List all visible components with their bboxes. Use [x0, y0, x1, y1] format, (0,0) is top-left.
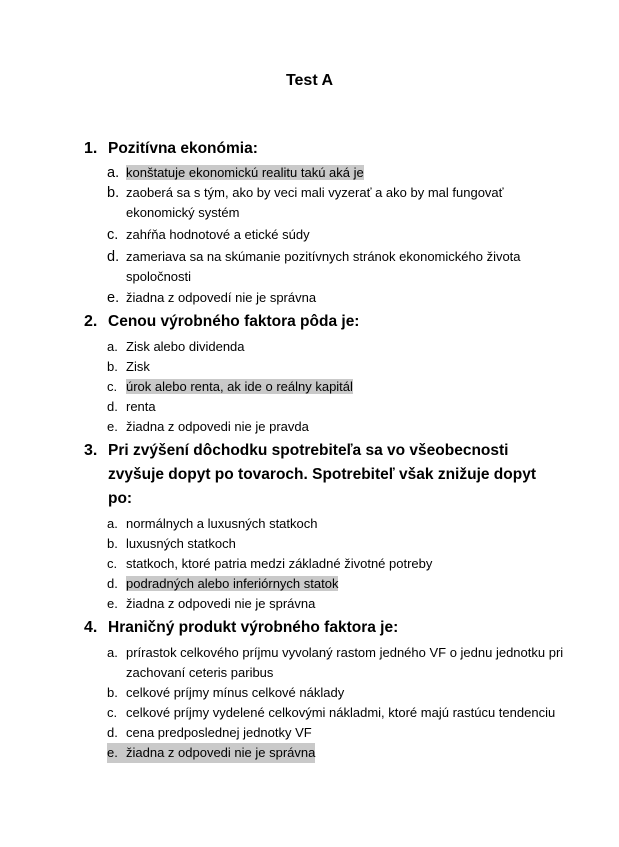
option-text-highlighted: žiadna z odpovedi nie je správna — [126, 745, 316, 760]
option-letter: d. — [107, 725, 118, 740]
option-letter: e. — [107, 290, 120, 306]
answer-option — [0, 417, 619, 437]
question-number: 4. — [84, 619, 98, 636]
question-text: Hraničný produkt výrobného faktora je: — [108, 619, 399, 636]
answer-option — [0, 594, 619, 614]
option-text: cena predposlednej jednotky VF — [126, 725, 312, 740]
answer-option — [0, 288, 619, 308]
option-text: Zisk alebo dividenda — [126, 339, 245, 354]
question-number: 1. — [84, 140, 98, 157]
question-1 — [0, 137, 619, 308]
question-4 — [0, 616, 619, 763]
option-letter: d. — [107, 576, 118, 591]
answer-option — [0, 163, 619, 183]
question-header — [0, 439, 619, 511]
answer-option — [0, 397, 619, 417]
answer-options — [0, 514, 619, 614]
option-letter: a. — [107, 516, 118, 531]
answer-option — [0, 723, 619, 743]
option-letter: c. — [107, 556, 118, 571]
answer-option — [0, 377, 619, 397]
option-text-highlighted: konštatuje ekonomickú realitu takú aká je — [126, 165, 364, 180]
option-text: normálnych a luxusných statkoch — [126, 516, 318, 531]
option-letter: c. — [107, 227, 119, 243]
option-letter: b. — [107, 185, 120, 201]
option-letter: c. — [107, 705, 118, 720]
document-title: Test A — [285, 72, 334, 89]
option-text: luxusných statkoch — [126, 536, 236, 551]
question-text: Pozitívna ekonómia: — [108, 140, 258, 157]
question-text: Pri zvýšení dôchodku spotrebiteľa sa vo všeobecnosti zvyšuje dopyt po tovaroch. Spotrebiteľ však znižuje dopyt po: — [108, 442, 536, 507]
option-letter: e. — [107, 596, 118, 611]
option-text: zahŕňa hodnotové a etické súdy — [126, 227, 310, 242]
option-letter: a. — [107, 645, 118, 660]
answer-option — [0, 703, 619, 723]
option-letter: e. — [107, 419, 118, 434]
option-letter: b. — [107, 685, 118, 700]
option-text: celkové príjmy mínus celkové náklady — [126, 685, 345, 700]
option-letter: e. — [107, 745, 118, 760]
option-letter: a. — [107, 339, 118, 354]
answer-option — [0, 683, 619, 703]
option-highlight — [107, 743, 315, 763]
answer-option — [0, 357, 619, 377]
answer-option — [0, 743, 619, 763]
answer-option — [0, 247, 619, 287]
option-text: renta — [126, 399, 156, 414]
question-2 — [0, 310, 619, 437]
answer-options — [0, 643, 619, 763]
option-letter: b. — [107, 536, 118, 551]
question-number: 3. — [84, 442, 98, 459]
option-text: Zisk — [126, 359, 150, 374]
option-text-highlighted: úrok alebo renta, ak ide o reálny kapitál — [126, 379, 353, 394]
option-text-highlighted: podradných alebo inferiórnych statok — [126, 576, 339, 591]
option-text: prírastok celkového príjmu vyvolaný rastom jedného VF o jednu jednotku pri zachovaní ceteris paribus — [126, 645, 564, 680]
option-letter: a. — [107, 165, 120, 181]
answer-option — [0, 225, 619, 245]
answer-option — [0, 574, 619, 594]
option-text: celkové príjmy vydelené celkovými nákladmi, ktoré majú rastúcu tendenciu — [126, 705, 556, 720]
answer-option — [0, 337, 619, 357]
option-letter: d. — [107, 249, 120, 265]
question-header — [0, 137, 619, 161]
option-text: zaoberá sa s tým, ako by veci mali vyzerať a ako by mal fungovať ekonomický systém — [126, 185, 504, 220]
option-text: zameriava sa na skúmanie pozitívnych stránok ekonomického života spoločnosti — [126, 249, 521, 284]
option-letter: c. — [107, 379, 118, 394]
option-text: statkoch, ktoré patria medzi základné životné potreby — [126, 556, 433, 571]
option-letter: b. — [107, 359, 118, 374]
answer-option — [0, 554, 619, 574]
option-text: žiadna z odpovedi nie je správna — [126, 596, 316, 611]
question-header — [0, 616, 619, 640]
option-letter: d. — [107, 399, 118, 414]
answer-options — [0, 337, 619, 437]
question-header — [0, 310, 619, 334]
question-number: 2. — [84, 313, 98, 330]
answer-options — [0, 163, 619, 308]
answer-option — [0, 534, 619, 554]
question-text: Cenou výrobného faktora pôda je: — [108, 313, 360, 330]
option-text: žiadna z odpovedi nie je pravda — [126, 419, 309, 434]
answer-option — [0, 514, 619, 534]
answer-option — [0, 643, 619, 683]
option-text: žiadna z odpovedí nie je správna — [126, 290, 317, 305]
question-3 — [0, 439, 619, 614]
answer-option — [0, 183, 619, 223]
